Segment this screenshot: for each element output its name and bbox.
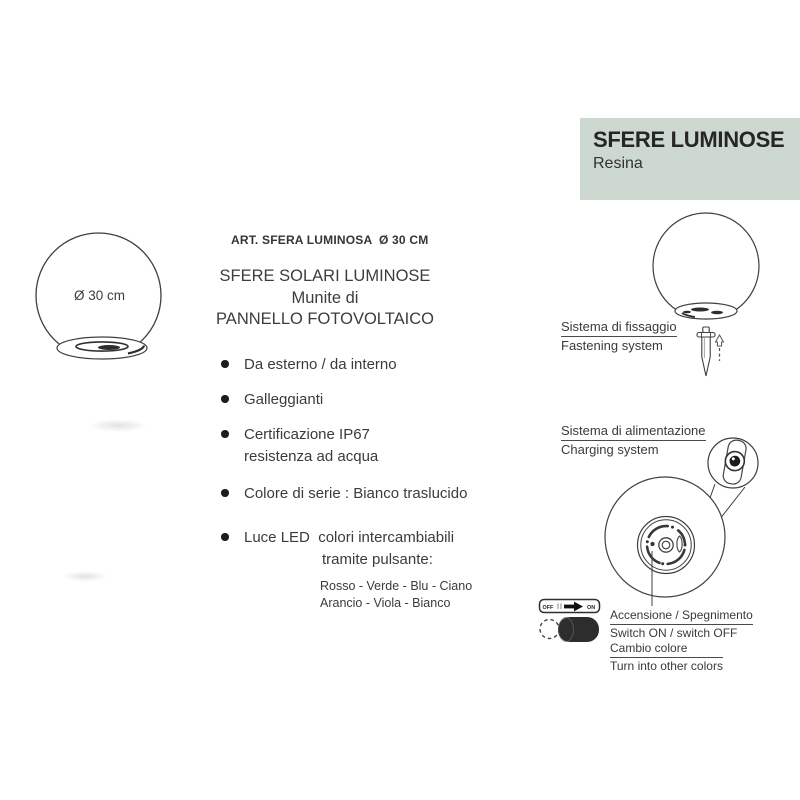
feature-text: Certificazione IP67: [244, 426, 370, 443]
stake-flange: [697, 333, 715, 338]
power-label-en: Switch ON / switch OFF: [610, 625, 738, 640]
page-subtitle: Resina: [593, 155, 643, 172]
jack-socket-lens: [677, 536, 682, 552]
header-box: [580, 118, 800, 200]
diameter-label: Ø 30 cm: [74, 288, 126, 303]
led-color-list: [320, 578, 472, 612]
color-change-label-it: Cambio colore: [610, 642, 723, 658]
charging-base-diagram: [595, 425, 800, 617]
fastening-stake-diagram: [630, 205, 785, 385]
feature-text: Colore di serie : Bianco traslucido: [244, 485, 468, 502]
base-slot: [691, 308, 709, 312]
scan-smudge: [62, 571, 108, 582]
power-label-it: Accensione / Spegnimento: [610, 609, 753, 625]
bullet-dot: [221, 489, 229, 497]
fastening-label-en: Fastening system: [561, 338, 663, 353]
slot-dot: [646, 540, 649, 543]
color-change-label-en: Turn into other colors: [610, 658, 723, 673]
power-button-dot: [650, 542, 654, 546]
feature-text-line2: resistenza ad acqua: [244, 448, 379, 465]
feature-item: [244, 389, 323, 411]
heading-line-1: SFERE SOLARI LUMINOSE: [219, 267, 431, 285]
knob: [558, 617, 599, 642]
fastening-label-it: Sistema di fissaggio: [561, 319, 677, 337]
bullet-dot: [221, 395, 229, 403]
slot-dot: [684, 544, 687, 547]
led-colors-line-2: Arancio - Viola - Bianco: [320, 596, 451, 610]
scan-smudge: [88, 419, 148, 432]
feature-item: [244, 424, 378, 468]
arrow-shaft: [564, 605, 574, 609]
feature-item: [244, 354, 397, 376]
base-slot: [711, 311, 723, 314]
slot-dot: [661, 562, 664, 565]
fastening-label: [561, 319, 677, 353]
feature-text-line2: tramite pulsante:: [322, 551, 433, 568]
center-port-inner: [662, 541, 670, 549]
switch-on-label: ON: [587, 604, 596, 611]
article-line: ART. SFERA LUMINOSA Ø 30 CM: [231, 233, 429, 247]
up-arrow-icon: [716, 335, 724, 346]
heading-line-2: Munite di: [291, 288, 359, 307]
slot-dot: [671, 526, 674, 529]
feature-text: Da esterno / da interno: [244, 356, 397, 373]
charging-label-it: Sistema di alimentazione: [561, 423, 706, 441]
stake-spike: [702, 337, 710, 376]
knob-ghost-position: [540, 620, 559, 639]
feature-item: [244, 527, 454, 571]
page-title: SFERE LUMINOSE: [593, 127, 785, 152]
led-colors-line-1: Rosso - Verde - Blu - Ciano: [320, 579, 473, 593]
stake-cap: [703, 327, 709, 333]
base-shadow: [98, 345, 120, 350]
feature-item: [244, 483, 467, 505]
base-slot: [683, 311, 691, 314]
product-heading: [205, 266, 445, 331]
bullet-dot: [221, 533, 229, 541]
sphere-base: [675, 303, 737, 319]
heading-line-3: PANNELLO FOTOVOLTAICO: [216, 310, 434, 328]
charging-label-en: Charging system: [561, 442, 659, 457]
feature-text: Luce LED colori intercambiabili: [244, 529, 455, 546]
switch-off-label: OFF: [542, 604, 554, 611]
switch-icon: [538, 597, 610, 647]
feature-text: Galleggianti: [244, 391, 324, 408]
bullet-dot: [221, 430, 229, 438]
bullet-dot: [221, 360, 229, 368]
color-change-label: [610, 642, 723, 673]
power-label: [610, 609, 753, 640]
